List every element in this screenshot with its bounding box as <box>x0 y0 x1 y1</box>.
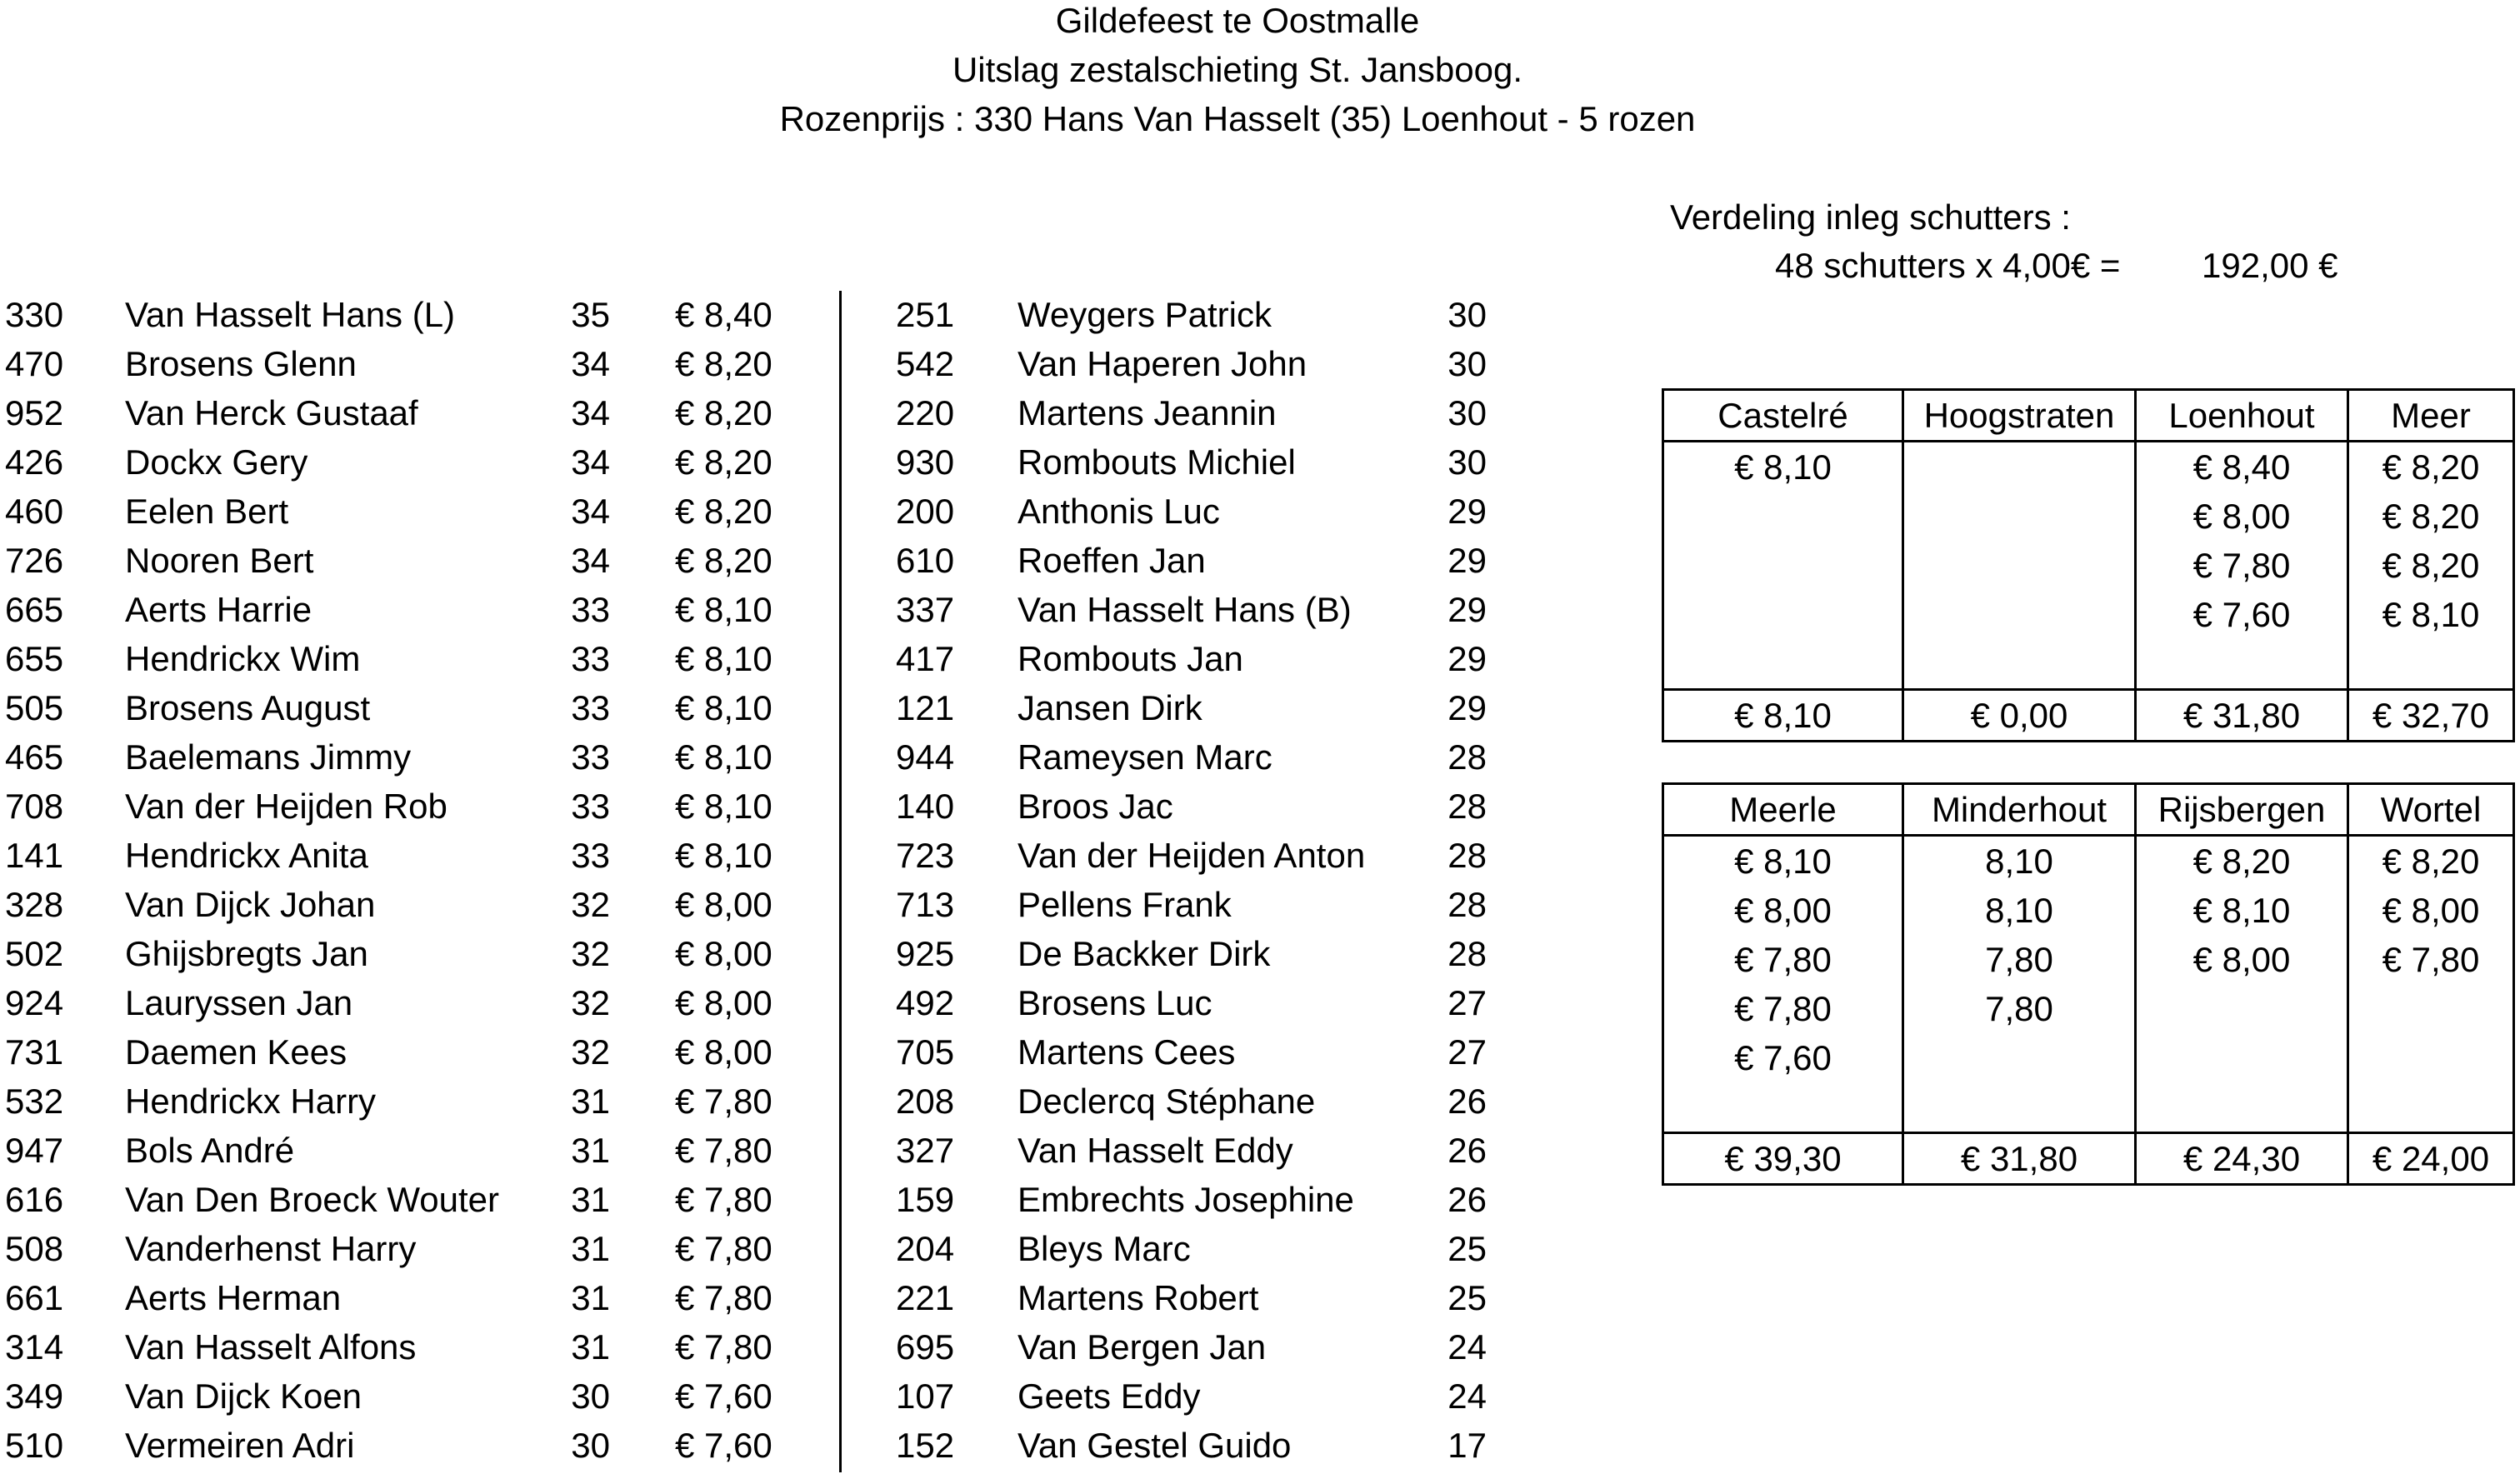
shooter-name: Ghijsbregts Jan <box>125 934 368 973</box>
shooter-name: Van Haperen John <box>1018 344 1308 383</box>
shooter-points: 28 <box>1448 934 1487 973</box>
shooter-points: 34 <box>571 393 610 432</box>
table-cell: 8,10 <box>1903 836 2136 887</box>
shooter-number: 610 <box>896 541 955 580</box>
shooter-number: 251 <box>896 295 955 334</box>
shooter-points: 31 <box>571 1229 610 1268</box>
total-cell: € 39,30 <box>1663 1133 1903 1185</box>
shooter-number: 726 <box>5 541 64 580</box>
shooter-name: Van Dijck Koen <box>125 1377 362 1416</box>
table-cell <box>1903 541 2136 590</box>
shooter-name: Van Hasselt Hans (B) <box>1018 590 1352 629</box>
shooter-name: Dockx Gery <box>125 442 308 482</box>
table-cell <box>1903 442 2136 492</box>
column-header: Loenhout <box>2136 390 2348 442</box>
shooter-prize: € 8,10 <box>675 836 772 875</box>
table-cell <box>1903 1082 2136 1133</box>
shooter-points: 29 <box>1448 541 1487 580</box>
shooter-number: 952 <box>5 393 64 432</box>
shooter-prize: € 8,00 <box>675 1032 772 1072</box>
shooter-name: Weygers Patrick <box>1018 295 1272 334</box>
shooter-number: 944 <box>896 737 955 777</box>
total-cell: € 31,80 <box>1903 1133 2136 1185</box>
results-row <box>0 1327 1500 1376</box>
shooter-points: 35 <box>571 295 610 334</box>
shooter-number: 542 <box>896 344 955 383</box>
table-row <box>1663 984 2514 1033</box>
shooter-points: 30 <box>1448 344 1487 383</box>
document-subtitle: Uitslag zestalschieting St. Jansboog. <box>952 50 1523 89</box>
shooter-name: Martens Jeannin <box>1018 393 1277 432</box>
total-cell: € 24,00 <box>2348 1133 2514 1185</box>
shooter-prize: € 8,10 <box>675 688 772 727</box>
shooter-points: 32 <box>571 885 610 924</box>
shooter-points: 34 <box>571 344 610 383</box>
shooter-name: Brosens August <box>125 688 371 727</box>
prize-table-2 <box>1662 782 2515 1186</box>
table-cell: 8,10 <box>1903 886 2136 935</box>
shooter-name: Embrechts Josephine <box>1018 1180 1354 1219</box>
table-row <box>1663 1082 2514 1133</box>
shooter-points: 33 <box>571 737 610 777</box>
prize-table-1 <box>1662 388 2515 742</box>
results-row <box>0 540 1500 589</box>
shooter-name: Vermeiren Adri <box>125 1426 355 1465</box>
shooter-number: 314 <box>5 1327 64 1367</box>
table-cell <box>2136 984 2348 1033</box>
shooter-number: 208 <box>896 1082 955 1121</box>
shooter-points: 31 <box>571 1180 610 1219</box>
shooter-points: 28 <box>1448 787 1487 826</box>
shooter-name: Van Hasselt Eddy <box>1018 1131 1293 1170</box>
shooter-points: 32 <box>571 983 610 1022</box>
shooter-prize: € 7,60 <box>675 1426 772 1465</box>
shooter-number: 731 <box>5 1032 64 1072</box>
shooter-name: Martens Cees <box>1018 1032 1236 1072</box>
shooter-points: 28 <box>1448 885 1487 924</box>
shooter-points: 30 <box>1448 442 1487 482</box>
shooter-number: 337 <box>896 590 955 629</box>
shooter-number: 708 <box>5 787 64 826</box>
table-cell <box>2136 1082 2348 1133</box>
results-row <box>0 294 1500 343</box>
shooter-name: Roeffen Jan <box>1018 541 1206 580</box>
table-cell <box>1903 492 2136 541</box>
shooter-number: 705 <box>896 1032 955 1072</box>
shooter-points: 34 <box>571 442 610 482</box>
table-cell <box>1903 590 2136 639</box>
table-cell: 7,80 <box>1903 984 2136 1033</box>
shooter-name: Van Hasselt Hans (L) <box>125 295 456 334</box>
shooter-prize: € 8,10 <box>675 590 772 629</box>
shooter-prize: € 8,40 <box>675 295 772 334</box>
document-title: Gildefeest te Oostmalle <box>1055 1 1420 40</box>
shooter-number: 220 <box>896 393 955 432</box>
shooter-points: 33 <box>571 639 610 678</box>
shooter-name: Van Dijck Johan <box>125 885 376 924</box>
shooter-number: 460 <box>5 492 64 531</box>
results-row <box>0 442 1500 491</box>
table-cell: € 7,60 <box>2136 590 2348 639</box>
shooter-points: 29 <box>1448 492 1487 531</box>
total-cell: € 31,80 <box>2136 690 2348 742</box>
shooter-name: Daemen Kees <box>125 1032 348 1072</box>
table-cell <box>1663 590 1903 639</box>
table-cell <box>1663 541 1903 590</box>
shooter-number: 465 <box>5 737 64 777</box>
table-cell <box>1903 639 2136 690</box>
shooter-points: 33 <box>571 836 610 875</box>
shooter-name: Vanderhenst Harry <box>125 1229 417 1268</box>
shooter-name: Jansen Dirk <box>1018 688 1202 727</box>
table-cell: € 7,80 <box>2348 935 2514 984</box>
table-cell: € 7,80 <box>1663 935 1903 984</box>
shooter-points: 30 <box>1448 295 1487 334</box>
table-cell <box>2136 639 2348 690</box>
table-row <box>1663 590 2514 639</box>
results-row <box>0 392 1500 442</box>
table-cell <box>2348 1033 2514 1082</box>
shooter-name: Van Den Broeck Wouter <box>125 1180 499 1219</box>
shooter-name: Van der Heijden Anton <box>1018 836 1366 875</box>
shooter-prize: € 8,10 <box>675 737 772 777</box>
results-row <box>0 1228 1500 1277</box>
shooter-points: 33 <box>571 590 610 629</box>
shooter-number: 947 <box>5 1131 64 1170</box>
shooter-points: 31 <box>571 1131 610 1170</box>
shooter-prize: € 7,80 <box>675 1082 772 1121</box>
shooter-number: 502 <box>5 934 64 973</box>
table-cell: € 8,10 <box>1663 836 1903 887</box>
results-row <box>0 786 1500 835</box>
table-cell: € 8,40 <box>2136 442 2348 492</box>
shooter-points: 29 <box>1448 590 1487 629</box>
table-row <box>1663 836 2514 887</box>
shooter-name: Rameysen Marc <box>1018 737 1272 777</box>
shooter-name: Van Bergen Jan <box>1018 1327 1267 1367</box>
shooter-number: 713 <box>896 885 955 924</box>
shooter-name: De Backker Dirk <box>1018 934 1271 973</box>
shooter-name: Hendrickx Anita <box>125 836 368 875</box>
shooter-number: 107 <box>896 1377 955 1416</box>
shooter-points: 24 <box>1448 1327 1487 1367</box>
table-row <box>1663 1033 2514 1082</box>
results-row <box>0 982 1500 1032</box>
shooter-name: Van Hasselt Alfons <box>125 1327 417 1367</box>
verdeling-formula: 48 schutters x 4,00€ = <box>1775 246 2121 285</box>
shooter-prize: € 8,20 <box>675 393 772 432</box>
shooter-prize: € 8,00 <box>675 885 772 924</box>
shooter-points: 26 <box>1448 1131 1487 1170</box>
shooter-name: Brosens Glenn <box>125 344 357 383</box>
shooter-number: 661 <box>5 1278 64 1317</box>
shooter-name: Martens Robert <box>1018 1278 1259 1317</box>
table-cell <box>1903 1033 2136 1082</box>
table-cell: € 8,10 <box>2348 590 2514 639</box>
shooter-number: 152 <box>896 1426 955 1465</box>
shooter-name: Pellens Frank <box>1018 885 1232 924</box>
table-cell: € 8,20 <box>2348 541 2514 590</box>
table-cell: € 7,60 <box>1663 1033 1903 1082</box>
table-row <box>1663 886 2514 935</box>
shooter-points: 29 <box>1448 639 1487 678</box>
table-cell <box>2348 984 2514 1033</box>
table-cell: € 8,00 <box>2348 886 2514 935</box>
table-cell: € 8,00 <box>2136 492 2348 541</box>
shooter-prize: € 7,80 <box>675 1327 772 1367</box>
table-cell <box>2348 1082 2514 1133</box>
results-row <box>0 1179 1500 1228</box>
results-row <box>0 589 1500 638</box>
table-cell <box>1663 639 1903 690</box>
shooter-number: 159 <box>896 1180 955 1219</box>
shooter-prize: € 7,80 <box>675 1180 772 1219</box>
shooter-name: Lauryssen Jan <box>125 983 353 1022</box>
total-cell: € 8,10 <box>1663 690 1903 742</box>
column-header: Meer <box>2348 390 2514 442</box>
total-cell: € 0,00 <box>1903 690 2136 742</box>
shooter-number: 695 <box>896 1327 955 1367</box>
verdeling-total: 192,00 € <box>2202 246 2338 285</box>
table-cell: € 8,10 <box>2136 886 2348 935</box>
shooter-name: Hendrickx Harry <box>125 1082 377 1121</box>
shooter-points: 27 <box>1448 1032 1487 1072</box>
results-row <box>0 884 1500 933</box>
column-header: Meerle <box>1663 784 1903 836</box>
shooter-points: 27 <box>1448 983 1487 1022</box>
total-cell: € 32,70 <box>2348 690 2514 742</box>
table-row <box>1663 935 2514 984</box>
shooter-points: 24 <box>1448 1377 1487 1416</box>
results-row <box>0 1376 1500 1425</box>
shooter-points: 26 <box>1448 1180 1487 1219</box>
results-row <box>0 933 1500 982</box>
table-cell: € 8,10 <box>1663 442 1903 492</box>
shooter-number: 470 <box>5 344 64 383</box>
shooter-name: Aerts Herman <box>125 1278 342 1317</box>
shooter-number: 426 <box>5 442 64 482</box>
shooter-name: Declercq Stéphane <box>1018 1082 1316 1121</box>
shooter-number: 508 <box>5 1229 64 1268</box>
shooter-name: Broos Jac <box>1018 787 1173 826</box>
shooter-name: Bols André <box>125 1131 295 1170</box>
table-row <box>1663 541 2514 590</box>
shooter-points: 33 <box>571 688 610 727</box>
shooter-number: 930 <box>896 442 955 482</box>
table-cell: € 8,20 <box>2136 836 2348 887</box>
column-header: Castelré <box>1663 390 1903 442</box>
table-cell: € 8,00 <box>2136 935 2348 984</box>
shooter-prize: € 7,60 <box>675 1377 772 1416</box>
shooter-name: Eelen Bert <box>125 492 289 531</box>
shooter-number: 200 <box>896 492 955 531</box>
shooter-number: 221 <box>896 1278 955 1317</box>
shooter-number: 328 <box>5 885 64 924</box>
results-row <box>0 638 1500 687</box>
table-cell <box>2348 639 2514 690</box>
results-row <box>0 491 1500 540</box>
table-cell <box>1663 492 1903 541</box>
column-header: Minderhout <box>1903 784 2136 836</box>
shooter-points: 33 <box>571 787 610 826</box>
shooter-number: 655 <box>5 639 64 678</box>
shooter-name: Van Gestel Guido <box>1018 1426 1292 1465</box>
shooter-name: Nooren Bert <box>125 541 314 580</box>
shooter-name: Van Herck Gustaaf <box>125 393 418 432</box>
shooter-points: 30 <box>571 1426 610 1465</box>
shooter-points: 31 <box>571 1278 610 1317</box>
shooter-number: 141 <box>5 836 64 875</box>
shooter-number: 924 <box>5 983 64 1022</box>
shooter-number: 925 <box>896 934 955 973</box>
shooter-number: 204 <box>896 1229 955 1268</box>
table-cell: 7,80 <box>1903 935 2136 984</box>
shooter-name: Aerts Harrie <box>125 590 312 629</box>
shooter-prize: € 8,20 <box>675 541 772 580</box>
shooter-points: 30 <box>1448 393 1487 432</box>
shooter-prize: € 8,20 <box>675 492 772 531</box>
shooter-number: 417 <box>896 639 955 678</box>
column-header: Rijsbergen <box>2136 784 2348 836</box>
shooter-number: 665 <box>5 590 64 629</box>
shooter-prize: € 8,00 <box>675 934 772 973</box>
shooter-number: 616 <box>5 1180 64 1219</box>
verdeling-title: Verdeling inleg schutters : <box>1670 197 2071 237</box>
shooter-number: 121 <box>896 688 955 727</box>
shooter-number: 492 <box>896 983 955 1022</box>
rose-prize-line: Rozenprijs : 330 Hans Van Hasselt (35) Loenhout - 5 rozen <box>779 99 1696 138</box>
shooter-number: 327 <box>896 1131 955 1170</box>
shooter-name: Geets Eddy <box>1018 1377 1201 1416</box>
table-row <box>1663 639 2514 690</box>
shooter-number: 510 <box>5 1426 64 1465</box>
shooter-name: Anthonis Luc <box>1018 492 1220 531</box>
shooter-number: 505 <box>5 688 64 727</box>
table-cell <box>2136 1033 2348 1082</box>
shooter-prize: € 8,10 <box>675 787 772 826</box>
shooter-name: Rombouts Jan <box>1018 639 1243 678</box>
results-row <box>0 835 1500 884</box>
shooter-prize: € 8,20 <box>675 442 772 482</box>
shooter-points: 30 <box>571 1377 610 1416</box>
table-cell: € 8,20 <box>2348 836 2514 887</box>
shooter-prize: € 8,10 <box>675 639 772 678</box>
table-cell: € 8,00 <box>1663 886 1903 935</box>
shooter-points: 25 <box>1448 1229 1487 1268</box>
table-row <box>1663 492 2514 541</box>
shooter-name: Van der Heijden Rob <box>125 787 448 826</box>
column-header: Hoogstraten <box>1903 390 2136 442</box>
results-row <box>0 1032 1500 1081</box>
results-row <box>0 687 1500 737</box>
shooter-number: 140 <box>896 787 955 826</box>
shooter-name: Bleys Marc <box>1018 1229 1191 1268</box>
results-row <box>0 737 1500 786</box>
total-cell: € 24,30 <box>2136 1133 2348 1185</box>
table-cell: € 7,80 <box>1663 984 1903 1033</box>
results-list <box>0 294 1500 1474</box>
shooter-name: Hendrickx Wim <box>125 639 361 678</box>
shooter-prize: € 7,80 <box>675 1278 772 1317</box>
results-row <box>0 1130 1500 1179</box>
shooter-points: 25 <box>1448 1278 1487 1317</box>
results-row <box>0 1425 1500 1474</box>
shooter-name: Brosens Luc <box>1018 983 1212 1022</box>
shooter-points: 34 <box>571 492 610 531</box>
column-header: Wortel <box>2348 784 2514 836</box>
shooter-points: 17 <box>1448 1426 1487 1465</box>
shooter-name: Rombouts Michiel <box>1018 442 1296 482</box>
shooter-points: 31 <box>571 1327 610 1367</box>
table-cell: € 7,80 <box>2136 541 2348 590</box>
shooter-points: 31 <box>571 1082 610 1121</box>
results-row <box>0 1081 1500 1130</box>
shooter-points: 28 <box>1448 737 1487 777</box>
shooter-points: 26 <box>1448 1082 1487 1121</box>
shooter-points: 32 <box>571 934 610 973</box>
results-row <box>0 343 1500 392</box>
shooter-prize: € 7,80 <box>675 1131 772 1170</box>
table-row <box>1663 442 2514 492</box>
shooter-points: 32 <box>571 1032 610 1072</box>
table-cell: € 8,20 <box>2348 442 2514 492</box>
table-cell: € 8,20 <box>2348 492 2514 541</box>
shooter-number: 723 <box>896 836 955 875</box>
total-row <box>1663 690 2514 742</box>
shooter-points: 29 <box>1448 688 1487 727</box>
shooter-points: 34 <box>571 541 610 580</box>
shooter-name: Baelemans Jimmy <box>125 737 412 777</box>
shooter-number: 330 <box>5 295 64 334</box>
shooter-prize: € 7,80 <box>675 1229 772 1268</box>
total-row <box>1663 1133 2514 1185</box>
shooter-number: 349 <box>5 1377 64 1416</box>
shooter-prize: € 8,20 <box>675 344 772 383</box>
results-row <box>0 1277 1500 1327</box>
shooter-prize: € 8,00 <box>675 983 772 1022</box>
shooter-number: 532 <box>5 1082 64 1121</box>
table-cell <box>1663 1082 1903 1133</box>
shooter-points: 28 <box>1448 836 1487 875</box>
